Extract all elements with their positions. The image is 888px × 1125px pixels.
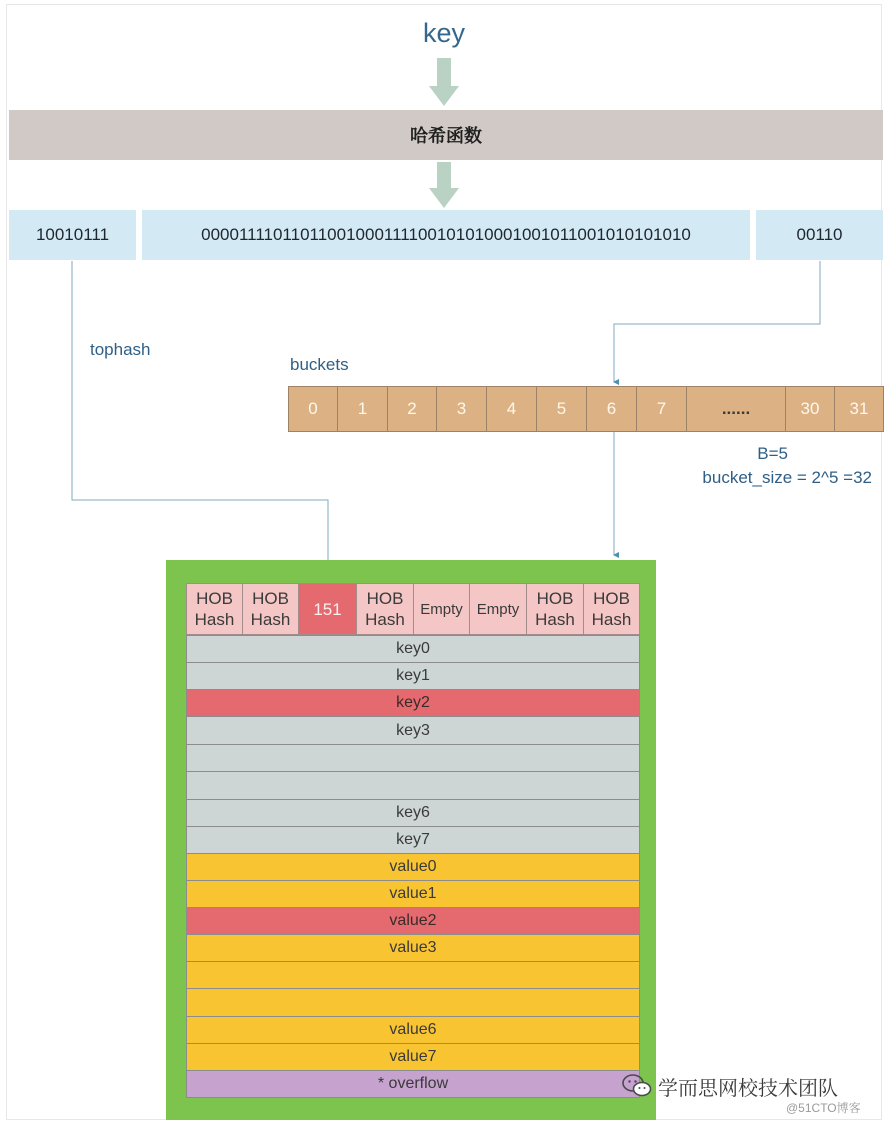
tophash-cell: HOB Hash: [526, 583, 584, 635]
bucket-cell: 30: [785, 386, 835, 432]
value-row: value1: [186, 880, 640, 908]
hash-bits-middle: 00001111011011001000111100101010001001011001010101010: [142, 210, 750, 260]
key-row: key7: [186, 826, 640, 854]
bucket-cell: 4: [486, 386, 537, 432]
down-arrow-icon: [429, 162, 459, 208]
low-bits-connector: [614, 261, 820, 382]
tophash-cell-highlighted: 151: [298, 583, 357, 635]
bucket-cell: 0: [288, 386, 338, 432]
tophash-cell: HOB Hash: [186, 583, 243, 635]
tophash-cell-empty: Empty: [469, 583, 527, 635]
value-row: value0: [186, 853, 640, 881]
wechat-icon: [622, 1073, 652, 1099]
bucket-cell: 31: [834, 386, 884, 432]
key-row: key0: [186, 635, 640, 663]
watermark-text: 学而思网校技术团队: [658, 1077, 838, 1100]
key-row-highlighted: key2: [186, 689, 640, 717]
tophash-cell-empty: Empty: [413, 583, 470, 635]
value-row-highlighted: value2: [186, 907, 640, 935]
key-row: key1: [186, 662, 640, 690]
bucket-cell: 3: [436, 386, 487, 432]
hash-bits-high: 10010111: [9, 210, 136, 260]
tophash-label: tophash: [90, 340, 151, 359]
down-arrow-icon: [429, 58, 459, 106]
buckets-label: buckets: [290, 355, 349, 374]
key-row-empty: [186, 771, 640, 800]
watermark-sub: @51CTO博客: [786, 1101, 861, 1115]
hash-bits-low: 00110: [756, 210, 883, 260]
bucket-cell: 7: [636, 386, 687, 432]
bucket-cell: 5: [536, 386, 587, 432]
value-row-empty: [186, 988, 640, 1017]
bucket-cell: 2: [387, 386, 437, 432]
bucket-ellipsis: ......: [686, 386, 786, 432]
key-row: key3: [186, 716, 640, 745]
overflow-row: * overflow: [186, 1070, 640, 1098]
bucket-cell: 6: [586, 386, 637, 432]
tophash-cell: HOB Hash: [583, 583, 640, 635]
bucket-b-note: B=5: [757, 444, 788, 463]
hash-function-band: 哈希函数: [9, 110, 883, 160]
tophash-cell: HOB Hash: [242, 583, 299, 635]
value-row: value7: [186, 1043, 640, 1071]
key-row: key6: [186, 799, 640, 827]
bucket-size-note: bucket_size = 2^5 =32: [702, 468, 872, 487]
value-row: value3: [186, 934, 640, 962]
watermark: [622, 1070, 838, 1102]
key-title: key: [422, 17, 466, 48]
value-row: value6: [186, 1016, 640, 1044]
value-row-empty: [186, 961, 640, 989]
bucket-cell: 1: [337, 386, 388, 432]
key-row-empty: [186, 744, 640, 772]
tophash-cell: HOB Hash: [356, 583, 414, 635]
